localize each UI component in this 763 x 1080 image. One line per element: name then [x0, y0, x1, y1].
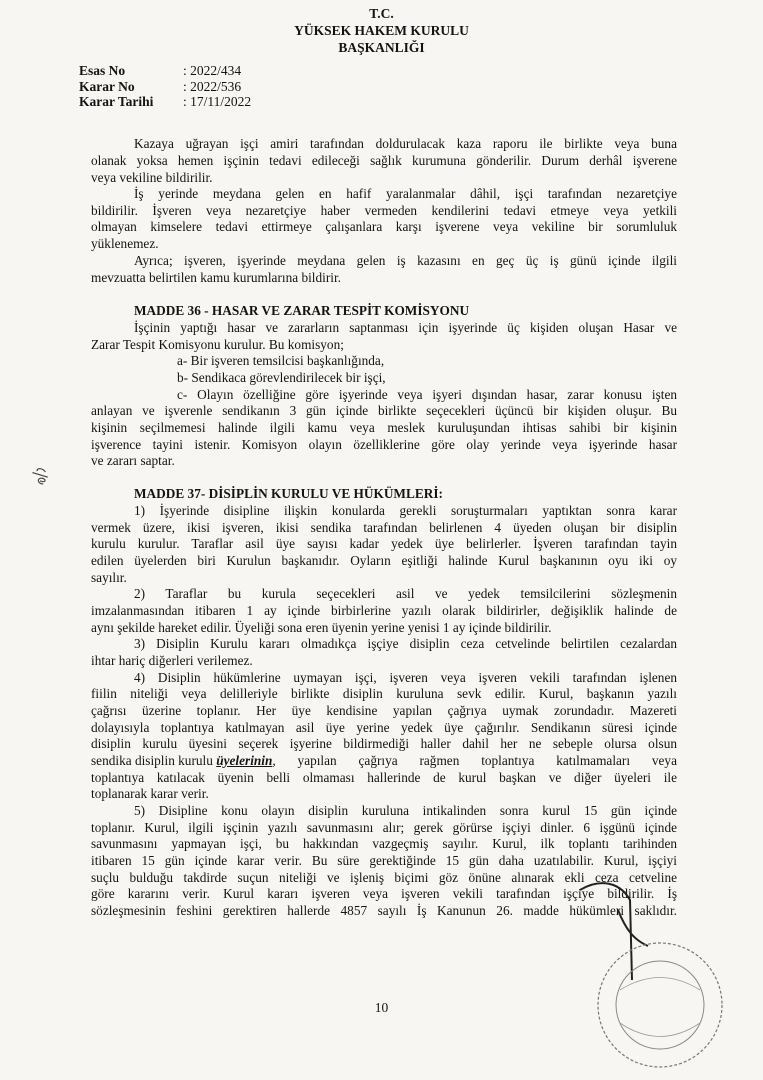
section-heading-madde-37: MADDE 37- DİSİPLİN KURULU VE HÜKÜMLERİ: [134, 486, 443, 501]
text-line: dolayısıyla toplantıya katılmayan asil üye yerine yedek üye çağırılır. Sendikanın süresi içinde [91, 720, 677, 735]
section-heading-madde-36: MADDE 36 - HASAR VE ZARAR TESPİT KOMİSYONU [134, 303, 470, 318]
meta-label: Esas No [79, 63, 126, 78]
text-line: toplantıya katılacak üyenin belli olmaması hallerinde de kurul başkan ve diğer üyeleri ile [91, 770, 677, 785]
list-item-a: a- Bir işveren temsilcisi başkanlığında, [177, 353, 385, 368]
text-line: Ayrıca; işveren, işyerinde meydana gelen iş kazasını en geç üç iş günü içinde ilgili [134, 253, 677, 268]
list-item-b: b- Sendikaca görevlendirilecek bir işçi, [177, 370, 386, 385]
text-line: suçlu bulduğu takdirde suçun niteliği ve işleniş biçimi göz önüne alınarak ekli ceza cetveline [91, 870, 677, 885]
text-fragment: sendika disiplin kurulu [91, 753, 217, 768]
meta-value: : 2022/434 [183, 63, 242, 78]
meta-label: Karar Tarihi [79, 94, 154, 109]
meta-row-tarih [79, 94, 251, 110]
page-number: 10 [374, 1000, 389, 1015]
text-line: sayılır. [91, 570, 127, 585]
text-line: kişinin seçilmemesi halinde ilgili kamu veya meslek kuruluşundan ihtisas sahibi bir kişinin [91, 420, 677, 435]
header-tc: T.C. [369, 6, 394, 21]
text-line: 1) İşyerinde disipline ilişkin konularda gerekli soruşturmaları yaptıktan sonra karar [134, 503, 677, 518]
text-line: bildirilir. İşveren veya nezaretçiye haber vermeden kendilerini tedavi etmeye veya yetkili [91, 203, 677, 218]
meta-value: : 17/11/2022 [183, 94, 252, 109]
text-line: itibaren 15 gün içinde karar verir. Bu süre gerektiğinde 15 gün daha uzatılabilir. Kurul, işçiyi [91, 853, 677, 868]
meta-row-karar [79, 79, 251, 95]
text-line: ihtar hariç diğerleri verilemez. [91, 653, 253, 668]
text-line: 4) Disiplin hükümlerine uymayan işçi, işveren veya işveren vekili tarafından işlenen [134, 670, 677, 685]
header-presidency: BAŞKANLIĞI [338, 40, 425, 55]
text-line: 3) Disiplin Kurulu kararı olmadıkça işçiye disiplin ceza cetvelinde belirtilen cezalardan [134, 636, 677, 651]
seal-stamp-icon [590, 935, 730, 1075]
text-line: fiilin niteliği veya delilleriyle birlikte disiplin kuruluna sevk edilir. Kurul, başkanın yazılı [91, 686, 677, 701]
meta-value: : 2022/536 [183, 78, 242, 94]
handwritten-initial-icon [23, 460, 55, 490]
text-line: 5) Disipline konu olayın disiplin kuruluna intikalinden sonra kurul 15 gün içinde [134, 803, 677, 818]
text-line: aynı şekilde hareket edilir. Üyeliği sona eren üyenin yerine yenisi 1 ay içinde bildirilir. [91, 620, 552, 635]
text-line: İşçinin yaptığı hasar ve zararların saptanması için işyerinde üç kişiden oluşan Hasar ve [134, 320, 677, 335]
meta-label: Karar No [79, 78, 135, 94]
text-line: Kazaya uğrayan işçi amiri tarafından doldurulacak kaza raporu ile birlikte veya buna [134, 136, 677, 151]
text-line: vermek üzere, ikisi işveren, ikisi sendika tarafından belirlenen 4 üyeden oluşan bir disiplin [91, 520, 677, 535]
emphasized-word: üyelerinin [216, 753, 273, 768]
text-line: veya vekiline bildirilir. [91, 170, 213, 185]
text-line: yüklenemez. [91, 236, 159, 251]
text-line: edilen üyelerden biri Kurulun başkanıdır. Oyların eşitliği halinde Kurul başkanının oyu iki oy [91, 553, 677, 568]
case-meta [79, 63, 251, 110]
text-line: savunmasını yapmayan işçi, bu hakkından vazgeçmiş sayılır. Kurul, ilk toplantı tarihinden [91, 836, 677, 851]
text-line: toplanarak karar verir. [91, 786, 209, 801]
header-institution: YÜKSEK HAKEM KURULU [294, 23, 469, 38]
meta-row-esas [79, 63, 251, 79]
text-line: göre kararını verir. Kurul kararı işveren veya işveren vekili tarafından işçiye bildirilir. İş [91, 886, 677, 901]
text-line: 2) Taraflar bu kurula seçecekleri asil ve yedek temsilcilerini sözleşmenin [134, 586, 677, 601]
text-line [91, 753, 677, 769]
text-line: anlayan ve işverenle sendikanın 3 gün içinde birlikte seçecekleri üçüncü bir kişiden oluşur. Bu [91, 403, 677, 418]
text-line: Zarar Tespit Komisyonu kurulur. Bu komisyon; [91, 337, 344, 352]
text-line: disiplin kurulu üyesini seçerek işyerine bildirmediği haller dahil her ne sebeple olursa olsun [91, 736, 677, 751]
list-item-c: c- Olayın özelliğine göre işyerinde veya işyeri dışından hasar, zarar konusu işten [177, 387, 677, 402]
text-line: olanak yoksa hemen işçinin tedavi edileceği sağlık kurumuna gönderilir. Durum derhâl işverene [91, 153, 677, 168]
text-line: ve zararı saptar. [91, 453, 175, 468]
text-line: toplanır. Kurul, ilgili işçinin yazılı savunmasını alır; gerek görürse işçiyi dinler. 6 işgünü içinde [91, 820, 677, 835]
text-line: sözleşmesinin feshini gerektiren hallerde 4857 sayılı İş Kanunun 26. madde hükümleri saklıdır. [91, 903, 677, 918]
text-line: imzalanmasından itibaren 1 ay içinde birbirlerine yazılı olarak bildirirler, değişiklik halinde de [91, 603, 677, 618]
text-line: işverence tayini istenir. Komisyon olayın özelliklerine göre olay yerinde veya işyerinde hasar [91, 437, 677, 452]
text-line: İş yerinde meydana gelen en hafif yaralanmalar dâhil, işçi tarafından nezaretçiye [134, 186, 677, 201]
text-fragment: , yapılan çağrıya rağmen toplantıya katılmamaları veya [272, 753, 677, 768]
text-line: kurulu kurulur. Taraflar asil üye sayısı kadar yedek üye belirlerler. İşveren tarafından tayin [91, 536, 677, 551]
text-line: olmayan kimselere tedavi ettirmeye çalışanlara karşı işverene veya vekiline bir sorumluluk [91, 219, 677, 234]
text-line: çağrısı üzerine toplanır. Her üye kendisine yapılan çağrıya uymak zorundadır. Mazereti [91, 703, 677, 718]
text-line: mevzuatta belirtilen kamu kurumlarına bildirir. [91, 270, 341, 285]
